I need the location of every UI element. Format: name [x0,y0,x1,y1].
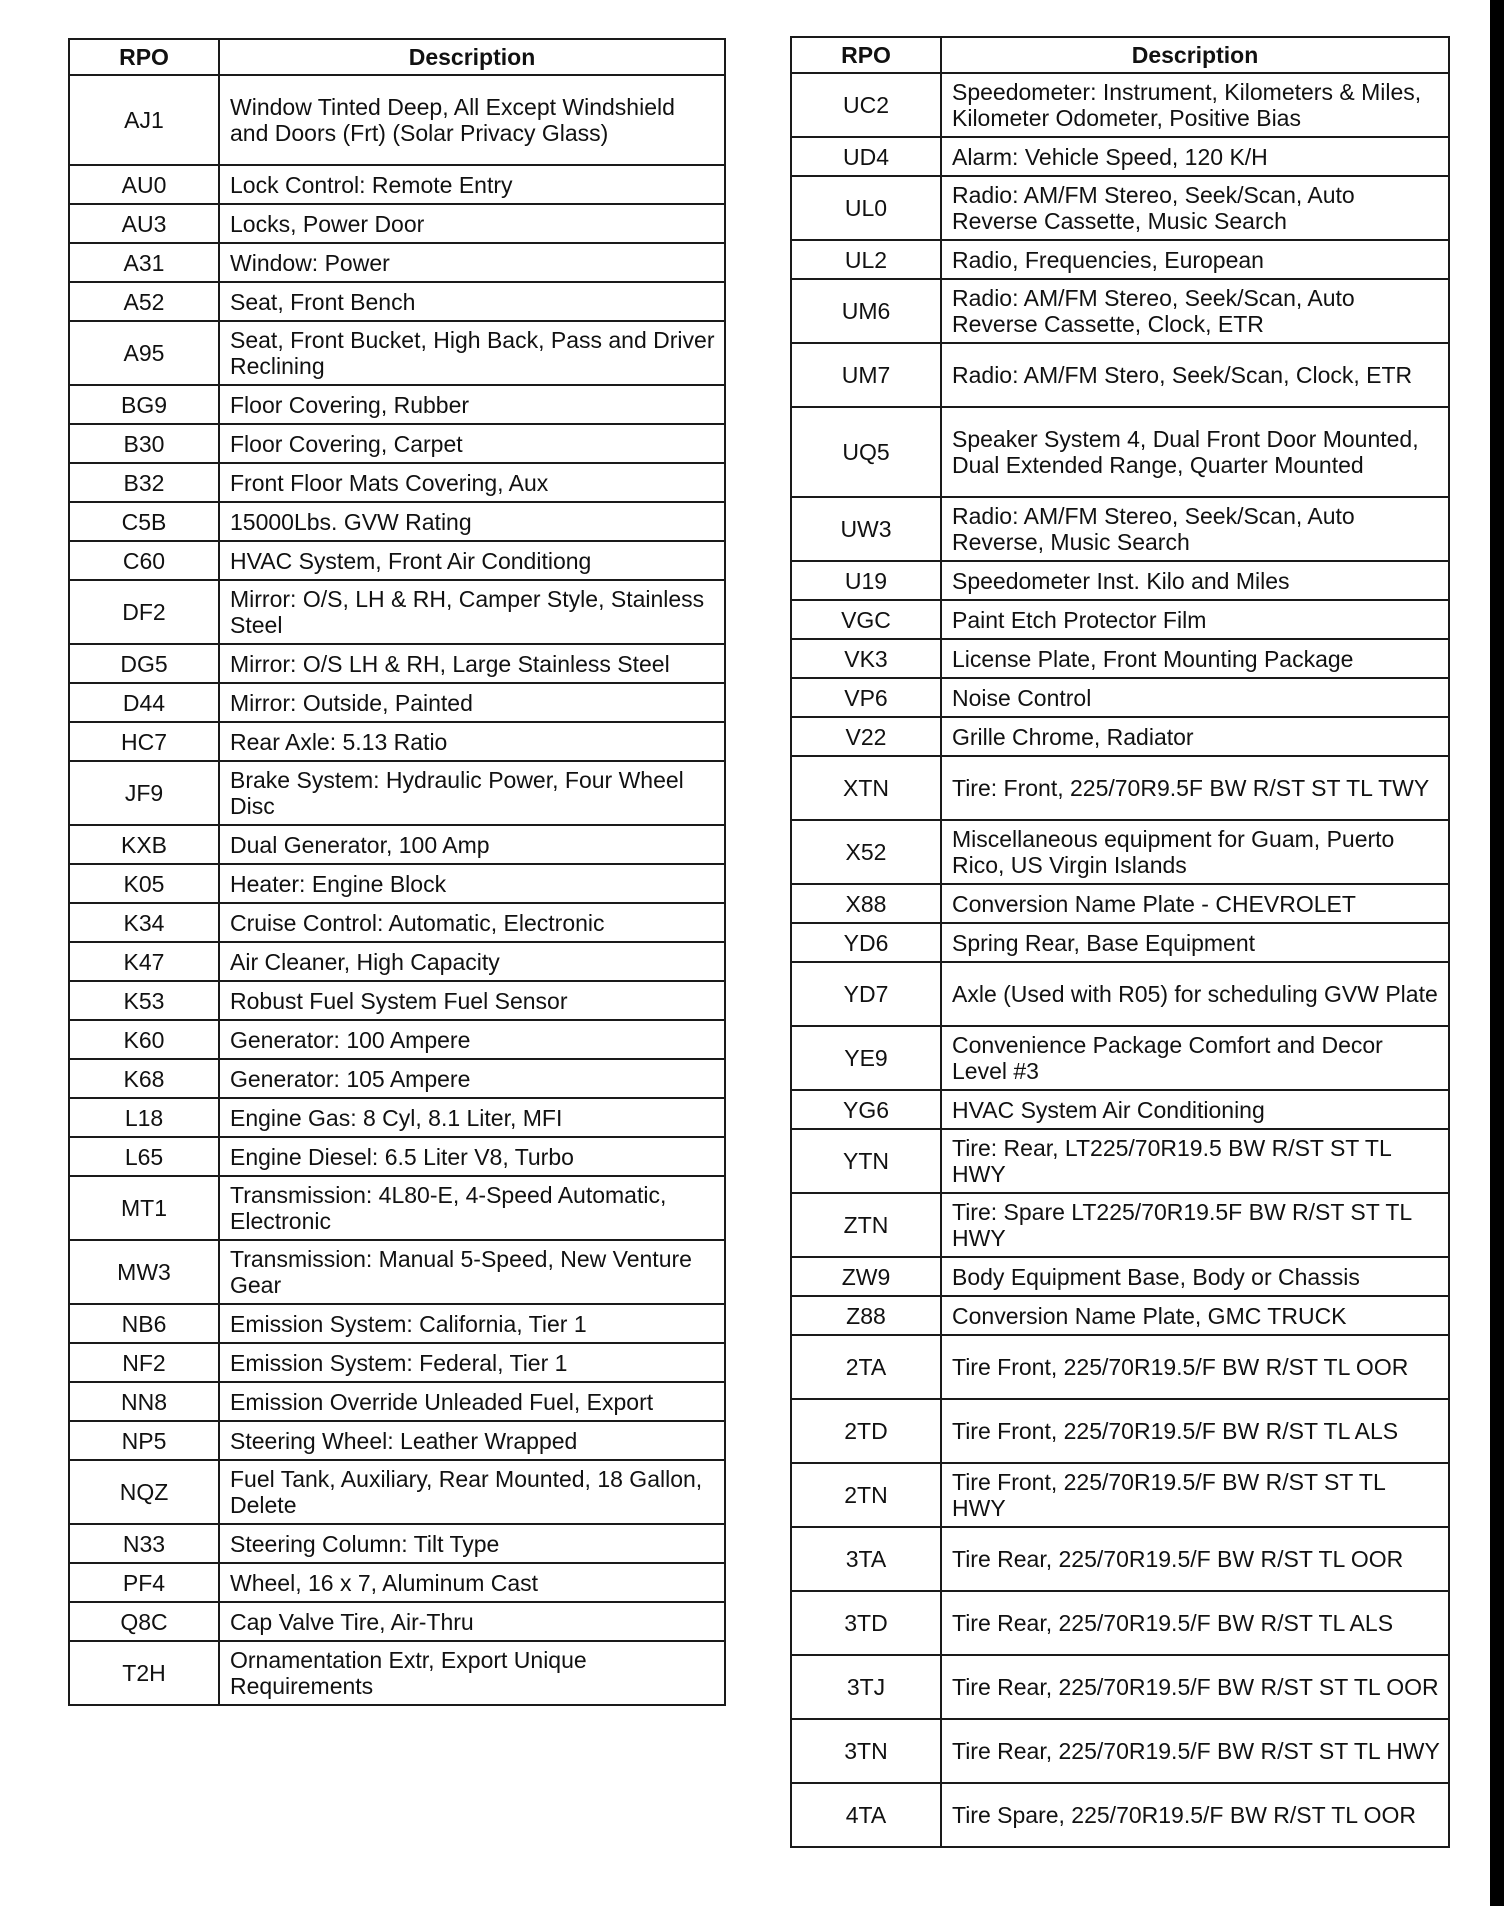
rpo-code: YD6 [791,923,941,962]
rpo-description: Tire Front, 225/70R19.5/F BW R/ST TL ALS [941,1399,1449,1463]
rpo-description: Generator: 100 Ampere [219,1020,725,1059]
rpo-code: AJ1 [69,75,219,165]
rpo-code: AU0 [69,165,219,204]
rpo-code: 3TN [791,1719,941,1783]
rpo-code: NB6 [69,1304,219,1343]
table-row [69,75,725,165]
rpo-code: D44 [69,683,219,722]
rpo-description: Spring Rear, Base Equipment [941,923,1449,962]
rpo-description: Radio: AM/FM Stereo, Seek/Scan, Auto Reverse Cassette, Clock, ETR [941,279,1449,343]
table-row [69,825,725,864]
rpo-code: VK3 [791,639,941,678]
table-row [791,1257,1449,1296]
table-row [69,321,725,385]
table-row [69,683,725,722]
rpo-code: UL2 [791,240,941,279]
table-row [69,1304,725,1343]
rpo-code: UQ5 [791,407,941,497]
table-row [69,1240,725,1304]
rpo-description: Tire Front, 225/70R19.5/F BW R/ST ST TL HWY [941,1463,1449,1527]
rpo-description: Emission System: Federal, Tier 1 [219,1343,725,1382]
rpo-code: T2H [69,1641,219,1705]
rpo-description: Seat, Front Bucket, High Back, Pass and Driver Reclining [219,321,725,385]
rpo-table-right [790,36,1450,1848]
rpo-code: K05 [69,864,219,903]
table-row [791,884,1449,923]
table-row [791,240,1449,279]
table-row [791,561,1449,600]
rpo-code: BG9 [69,385,219,424]
table-row [69,1020,725,1059]
table-row [791,678,1449,717]
page-edge-bar [1490,0,1504,1906]
rpo-description: Tire: Spare LT225/70R19.5F BW R/ST ST TL HWY [941,1193,1449,1257]
rpo-description: Air Cleaner, High Capacity [219,942,725,981]
rpo-code: DG5 [69,644,219,683]
table-row [69,165,725,204]
rpo-description: Miscellaneous equipment for Guam, Puerto Rico, US Virgin Islands [941,820,1449,884]
rpo-description: Tire Rear, 225/70R19.5/F BW R/ST ST TL HWY [941,1719,1449,1783]
table-row [69,1641,725,1705]
header-description: Description [219,39,725,75]
rpo-description: Seat, Front Bench [219,282,725,321]
table-row [791,1399,1449,1463]
rpo-code: C60 [69,541,219,580]
table-row [69,903,725,942]
table-row [791,1090,1449,1129]
table-row [69,463,725,502]
rpo-description: Tire Rear, 225/70R19.5/F BW R/ST TL ALS [941,1591,1449,1655]
rpo-code: X88 [791,884,941,923]
rpo-description: Radio, Frequencies, European [941,240,1449,279]
table-row [791,600,1449,639]
rpo-description: Fuel Tank, Auxiliary, Rear Mounted, 18 Gallon, Delete [219,1460,725,1524]
table-row [791,1655,1449,1719]
rpo-code: JF9 [69,761,219,825]
rpo-code: K60 [69,1020,219,1059]
rpo-code: B30 [69,424,219,463]
rpo-code: YE9 [791,1026,941,1090]
rpo-description: Paint Etch Protector Film [941,600,1449,639]
rpo-description: Dual Generator, 100 Amp [219,825,725,864]
rpo-code: C5B [69,502,219,541]
rpo-code: UC2 [791,73,941,137]
table-row [69,580,725,644]
rpo-description: Speedometer: Instrument, Kilometers & Miles, Kilometer Odometer, Positive Bias [941,73,1449,137]
table-row [791,820,1449,884]
rpo-description: Mirror: Outside, Painted [219,683,725,722]
rpo-description: Conversion Name Plate, GMC TRUCK [941,1296,1449,1335]
table-row [69,1137,725,1176]
rpo-description: Grille Chrome, Radiator [941,717,1449,756]
table-row [69,385,725,424]
table-row [791,407,1449,497]
rpo-code: HC7 [69,722,219,761]
rpo-description: Noise Control [941,678,1449,717]
table-row [791,756,1449,820]
header-row [69,39,725,75]
table-row [791,717,1449,756]
rpo-code: UW3 [791,497,941,561]
rpo-description: Heater: Engine Block [219,864,725,903]
rpo-code: N33 [69,1524,219,1563]
rpo-code: Q8C [69,1602,219,1641]
rpo-description: Tire Spare, 225/70R19.5/F BW R/ST TL OOR [941,1783,1449,1847]
rpo-code: VP6 [791,678,941,717]
table-row [791,1296,1449,1335]
rpo-code: K53 [69,981,219,1020]
rpo-code: PF4 [69,1563,219,1602]
table-row [69,1059,725,1098]
rpo-description: Cruise Control: Automatic, Electronic [219,903,725,942]
rpo-code: NQZ [69,1460,219,1524]
table-row [69,981,725,1020]
table-row [791,1026,1449,1090]
rpo-code: VGC [791,600,941,639]
rpo-code: L18 [69,1098,219,1137]
rpo-description: HVAC System Air Conditioning [941,1090,1449,1129]
rpo-code: 3TJ [791,1655,941,1719]
rpo-description: Tire Front, 225/70R19.5/F BW R/ST TL OOR [941,1335,1449,1399]
rpo-code: L65 [69,1137,219,1176]
rpo-description: Transmission: Manual 5-Speed, New Venture Gear [219,1240,725,1304]
table-row [791,1527,1449,1591]
rpo-description: Axle (Used with R05) for scheduling GVW Plate [941,962,1449,1026]
table-row [69,1098,725,1137]
table-row [791,279,1449,343]
rpo-code: UD4 [791,137,941,176]
rpo-code: NP5 [69,1421,219,1460]
rpo-code: XTN [791,756,941,820]
table-row [69,1460,725,1524]
rpo-code: A31 [69,243,219,282]
rpo-description: 15000Lbs. GVW Rating [219,502,725,541]
table-row [69,243,725,282]
rpo-description: Generator: 105 Ampere [219,1059,725,1098]
rpo-description: Emission Override Unleaded Fuel, Export [219,1382,725,1421]
table-row [791,343,1449,407]
rpo-description: Speedometer Inst. Kilo and Miles [941,561,1449,600]
table-row [69,761,725,825]
rpo-code: AU3 [69,204,219,243]
rpo-description: Rear Axle: 5.13 Ratio [219,722,725,761]
table-row [69,502,725,541]
rpo-code: UM7 [791,343,941,407]
rpo-code: K47 [69,942,219,981]
rpo-code: MT1 [69,1176,219,1240]
rpo-description: Engine Diesel: 6.5 Liter V8, Turbo [219,1137,725,1176]
table-row [791,923,1449,962]
rpo-description: Tire Rear, 225/70R19.5/F BW R/ST TL OOR [941,1527,1449,1591]
rpo-description: Brake System: Hydraulic Power, Four Wheel Disc [219,761,725,825]
rpo-code: UL0 [791,176,941,240]
rpo-description: Speaker System 4, Dual Front Door Mounted, Dual Extended Range, Quarter Mounted [941,407,1449,497]
table-row [69,722,725,761]
table-row [69,942,725,981]
rpo-code: 2TN [791,1463,941,1527]
rpo-description: Ornamentation Extr, Export Unique Requirements [219,1641,725,1705]
rpo-description: Mirror: O/S, LH & RH, Camper Style, Stainless Steel [219,580,725,644]
rpo-description: Tire: Rear, LT225/70R19.5 BW R/ST ST TL HWY [941,1129,1449,1193]
rpo-code: A52 [69,282,219,321]
rpo-code: YG6 [791,1090,941,1129]
rpo-description: Body Equipment Base, Body or Chassis [941,1257,1449,1296]
table-row [791,962,1449,1026]
rpo-code: UM6 [791,279,941,343]
header-row [791,37,1449,73]
rpo-description: Floor Covering, Rubber [219,385,725,424]
rpo-description: Floor Covering, Carpet [219,424,725,463]
table-row [791,73,1449,137]
header-rpo: RPO [69,39,219,75]
rpo-code: Z88 [791,1296,941,1335]
table-row [791,137,1449,176]
table-row [69,1563,725,1602]
rpo-description: Radio: AM/FM Stero, Seek/Scan, Clock, ETR [941,343,1449,407]
table-row [69,282,725,321]
table-row [69,1176,725,1240]
rpo-code: 2TA [791,1335,941,1399]
rpo-description: Convenience Package Comfort and Decor Level #3 [941,1026,1449,1090]
table-row [791,176,1449,240]
rpo-description: Steering Column: Tilt Type [219,1524,725,1563]
table-row [69,1343,725,1382]
rpo-description: License Plate, Front Mounting Package [941,639,1449,678]
table-row [791,1335,1449,1399]
rpo-code: NN8 [69,1382,219,1421]
table-row [69,864,725,903]
rpo-code: U19 [791,561,941,600]
rpo-code: YTN [791,1129,941,1193]
rpo-description: Locks, Power Door [219,204,725,243]
rpo-code: V22 [791,717,941,756]
rpo-code: YD7 [791,962,941,1026]
table-row [791,497,1449,561]
table-row [791,1591,1449,1655]
rpo-description: Window Tinted Deep, All Except Windshield and Doors (Frt) (Solar Privacy Glass) [219,75,725,165]
rpo-code: K68 [69,1059,219,1098]
table-row [69,204,725,243]
rpo-code: KXB [69,825,219,864]
rpo-code: 4TA [791,1783,941,1847]
table-row [791,639,1449,678]
rpo-code: NF2 [69,1343,219,1382]
table-row [791,1783,1449,1847]
rpo-code: B32 [69,463,219,502]
table-row [791,1129,1449,1193]
rpo-description: HVAC System, Front Air Conditiong [219,541,725,580]
table-row [791,1463,1449,1527]
rpo-code: X52 [791,820,941,884]
rpo-description: Transmission: 4L80-E, 4-Speed Automatic, Electronic [219,1176,725,1240]
rpo-description: Engine Gas: 8 Cyl, 8.1 Liter, MFI [219,1098,725,1137]
rpo-code: DF2 [69,580,219,644]
table-row [69,541,725,580]
header-rpo: RPO [791,37,941,73]
rpo-description: Radio: AM/FM Stereo, Seek/Scan, Auto Reverse, Music Search [941,497,1449,561]
rpo-code: 3TD [791,1591,941,1655]
rpo-description: Alarm: Vehicle Speed, 120 K/H [941,137,1449,176]
rpo-code: ZW9 [791,1257,941,1296]
table-row [69,644,725,683]
rpo-code: 2TD [791,1399,941,1463]
rpo-description: Cap Valve Tire, Air-Thru [219,1602,725,1641]
rpo-code: 3TA [791,1527,941,1591]
rpo-code: K34 [69,903,219,942]
table-row [791,1719,1449,1783]
table-row [69,1602,725,1641]
rpo-description: Front Floor Mats Covering, Aux [219,463,725,502]
table-row [791,1193,1449,1257]
rpo-code: A95 [69,321,219,385]
rpo-description: Tire: Front, 225/70R9.5F BW R/ST ST TL TWY [941,756,1449,820]
rpo-code: MW3 [69,1240,219,1304]
rpo-description: Radio: AM/FM Stereo, Seek/Scan, Auto Reverse Cassette, Music Search [941,176,1449,240]
rpo-description: Mirror: O/S LH & RH, Large Stainless Steel [219,644,725,683]
table-row [69,1524,725,1563]
table-row [69,1382,725,1421]
rpo-description: Lock Control: Remote Entry [219,165,725,204]
rpo-code: ZTN [791,1193,941,1257]
rpo-description: Robust Fuel System Fuel Sensor [219,981,725,1020]
rpo-table-left [68,38,726,1706]
table-row [69,424,725,463]
table-row [69,1421,725,1460]
rpo-description: Tire Rear, 225/70R19.5/F BW R/ST ST TL OOR [941,1655,1449,1719]
rpo-description: Emission System: California, Tier 1 [219,1304,725,1343]
rpo-description: Steering Wheel: Leather Wrapped [219,1421,725,1460]
header-description: Description [941,37,1449,73]
rpo-description: Window: Power [219,243,725,282]
rpo-description: Conversion Name Plate - CHEVROLET [941,884,1449,923]
rpo-description: Wheel, 16 x 7, Aluminum Cast [219,1563,725,1602]
